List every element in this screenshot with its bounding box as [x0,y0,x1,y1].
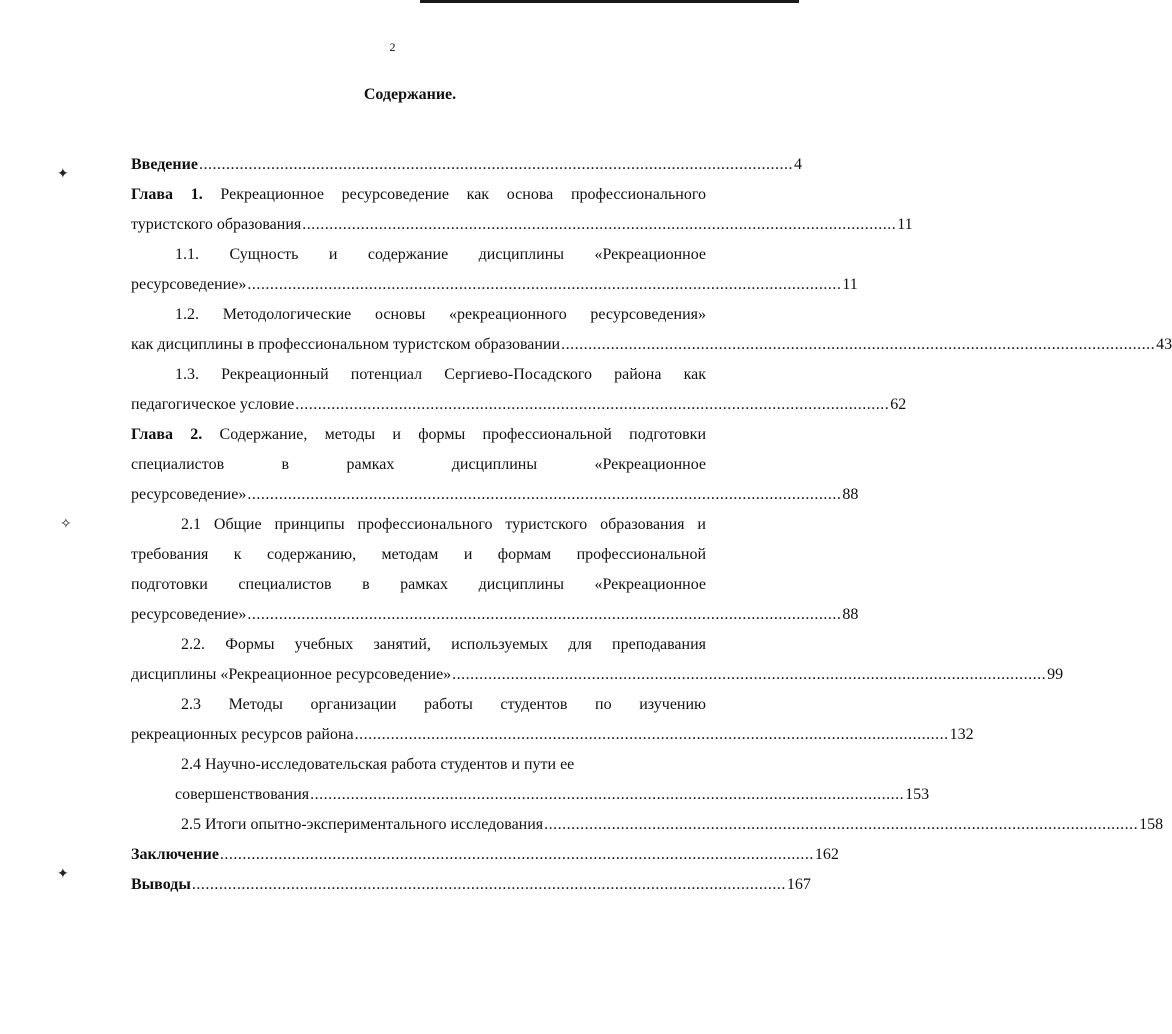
dot-leader: .................................................................................................................................... [561,336,1156,353]
toc-text: 2.4 Научно-исследовательская работа студентов и пути ее [181,756,575,773]
toc-entry-2-4[interactable] [131,754,706,776]
toc-text: требования к содержанию, методам и формам профессиональной [131,546,706,563]
margin-mark-icon: ✧ [60,517,72,532]
toc-text: специалистов в рамках дисциплины «Рекреационное [131,456,706,473]
toc-entry-1-1-cont [131,274,858,296]
dot-leader: .................................................................................................................................... [295,396,890,413]
toc-text: туристского образования [131,216,302,233]
toc-entry-1-1[interactable] [131,244,706,266]
toc-label: Выводы [131,876,191,893]
toc-text: 2.5 Итоги опытно-экспериментального исследования [181,816,544,833]
dot-leader: .................................................................................................................................... [198,156,793,173]
toc-text: 1.2. Методологические основы «рекреационного ресурсоведения» [175,306,706,323]
toc-text: как дисциплины в профессиональном туристском образовании [131,336,561,353]
toc-page: 43 [1156,336,1172,353]
toc-entry-1-2[interactable] [131,304,706,326]
toc-entry-2-1-cont [131,544,706,566]
dot-leader: .................................................................................................................................... [247,486,842,503]
dot-leader: .................................................................................................................................... [354,726,949,743]
dot-leader: .................................................................................................................................... [219,846,814,863]
toc-page: 158 [1139,816,1164,833]
dot-leader: .................................................................................................................................... [302,216,897,233]
toc-entry-1-3[interactable] [131,364,706,386]
toc-entry-ch2[interactable] [131,424,706,446]
dot-leader: .................................................................................................................................... [191,876,786,893]
toc-entry-ch1[interactable] [131,184,706,206]
toc-text: 2.3 Методы организации работы студентов по изучению [181,696,706,713]
toc-text: ресурсоведение» [131,276,247,293]
toc-entry-2-1-cont [131,604,859,626]
toc-entry-ch2-cont [131,454,706,476]
toc-label: Глава 1. [131,186,203,203]
toc-entry-1-2-cont [131,334,1172,356]
toc-text: рекреационных ресурсов района [131,726,354,743]
toc-text: ресурсоведение» [131,606,247,623]
toc-page: 62 [890,396,907,413]
dot-leader: .................................................................................................................................... [452,666,1047,683]
toc-entry-findings[interactable] [131,874,811,896]
toc-page: 132 [949,726,974,743]
toc-text: педагогическое условие [131,396,295,413]
dot-leader: .................................................................................................................................... [544,816,1139,833]
toc-page: 11 [897,216,913,233]
toc-entry-2-2[interactable] [131,634,706,656]
page-title: Содержание. [363,86,457,103]
toc-text: 1.1. Сущность и содержание дисциплины «Рекреационное [175,246,706,263]
toc-entry-ch2-cont [131,484,859,506]
toc-entry-2-1[interactable] [131,514,706,536]
toc-entry-conclusion[interactable] [131,844,839,866]
toc-entry-intro[interactable] [131,154,802,176]
toc-text: совершенствования [175,786,310,803]
dot-leader: .................................................................................................................................... [247,276,842,293]
toc-text: дисциплины «Рекреационное ресурсоведение» [131,666,452,683]
toc-page: 99 [1047,666,1064,683]
page-number: 2 [389,40,396,54]
toc-text: Рекреационное ресурсоведение как основа профессионального [220,186,706,203]
toc-page: 88 [842,486,859,503]
toc-text: ресурсоведение» [131,486,247,503]
toc-label: Введение [131,156,198,173]
toc-entry-2-2-cont [131,664,1064,686]
toc-page: 167 [786,876,811,893]
toc-entry-2-5[interactable] [131,814,1164,836]
toc-page: 4 [793,156,802,173]
toc-page: 162 [814,846,839,863]
toc-page: 153 [905,786,930,803]
toc-text: 2.1 Общие принципы профессионального туристского образования и [181,516,706,533]
scan-edge-line [420,0,799,3]
toc-page: 88 [842,606,859,623]
toc-entry-2-4-cont [175,784,930,806]
dot-leader: .................................................................................................................................... [310,786,905,803]
toc-page: 11 [842,276,858,293]
toc-label: Глава 2. [131,426,203,443]
toc-label: Заключение [131,846,219,863]
toc-text: Содержание, методы и формы профессиональной подготовки [219,426,707,443]
toc-entry-1-3-cont [131,394,907,416]
toc-entry-2-3-cont [131,724,974,746]
toc-text: 1.3. Рекреационный потенциал Сергиево-Посадского района как [175,366,706,383]
toc-entry-2-3[interactable] [131,694,706,716]
dot-leader: .................................................................................................................................... [247,606,842,623]
toc-entry-ch1-cont [131,214,913,236]
margin-mark-icon: ✦ [57,167,69,182]
toc-entry-2-1-cont [131,574,706,596]
toc-text: подготовки специалистов в рамках дисциплины «Рекреационное [131,576,706,593]
toc-text: 2.2. Формы учебных занятий, используемых для преподавания [181,636,706,653]
margin-mark-icon: ✦ [57,867,69,882]
